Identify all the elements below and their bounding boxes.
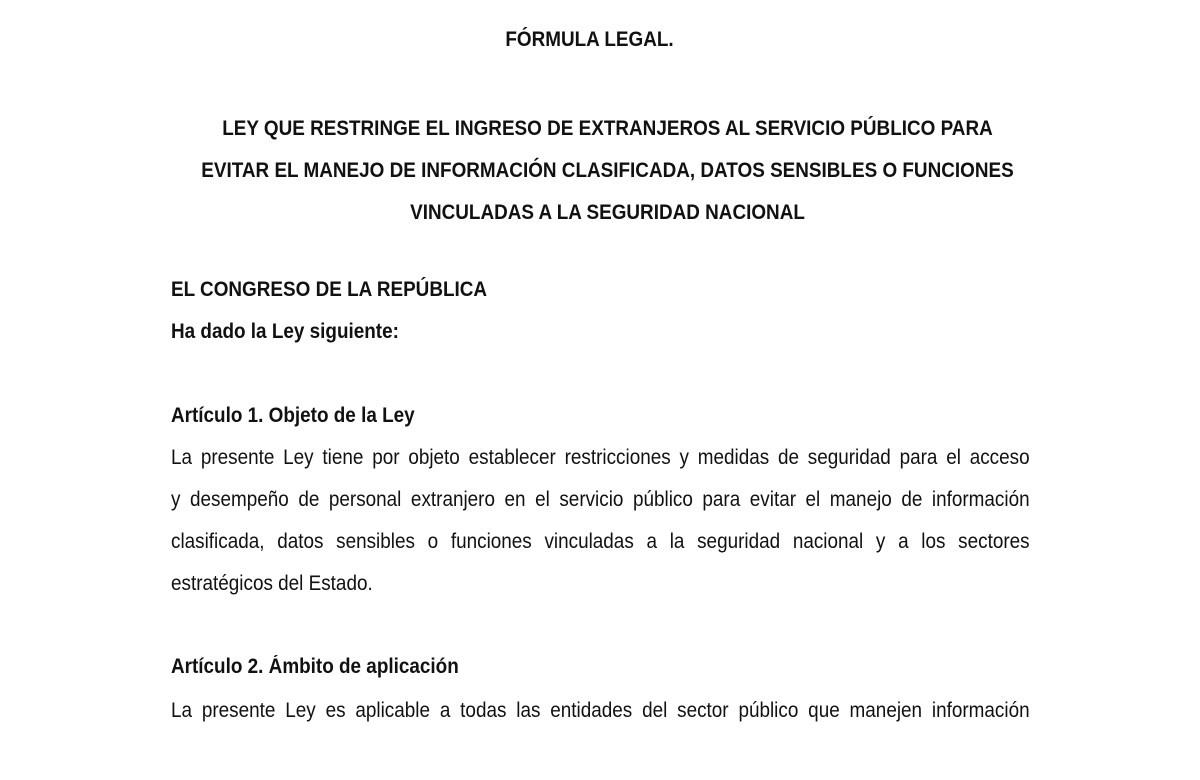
article-1-line: y desempeño de personal extranjero en el servicio público para evitar el manejo de información	[171, 488, 1030, 511]
law-title-line: EVITAR EL MANEJO DE INFORMACIÓN CLASIFICADA, DATOS SENSIBLES O FUNCIONES	[201, 159, 1014, 182]
article-1-line: La presente Ley tiene por objeto establecer restricciones y medidas de seguridad para el acceso	[171, 446, 1030, 469]
congress-heading: EL CONGRESO DE LA REPÚBLICA	[171, 278, 488, 301]
article-1-body	[171, 437, 1030, 605]
article-1-heading: Artículo 1. Objeto de la Ley	[171, 404, 415, 427]
article-2-body	[171, 690, 1030, 732]
article-2-heading: Artículo 2. Ámbito de aplicación	[171, 655, 459, 678]
article-1-line: clasificada, datos sensibles o funciones vinculadas a la seguridad nacional y a los sectores	[171, 530, 1030, 553]
article-2-line: La presente Ley es aplicable a todas las entidades del sector público que manejen información	[171, 699, 1030, 722]
enactment-clause: Ha dado la Ley siguiente:	[171, 320, 399, 343]
article-1-line: estratégicos del Estado.	[171, 572, 373, 595]
law-title-line: VINCULADAS A LA SEGURIDAD NACIONAL	[410, 201, 805, 224]
formula-legal-heading: FÓRMULA LEGAL.	[505, 28, 674, 51]
law-title	[189, 108, 1026, 234]
law-title-line: LEY QUE RESTRINGE EL INGRESO DE EXTRANJEROS AL SERVICIO PÚBLICO PARA	[222, 117, 993, 140]
